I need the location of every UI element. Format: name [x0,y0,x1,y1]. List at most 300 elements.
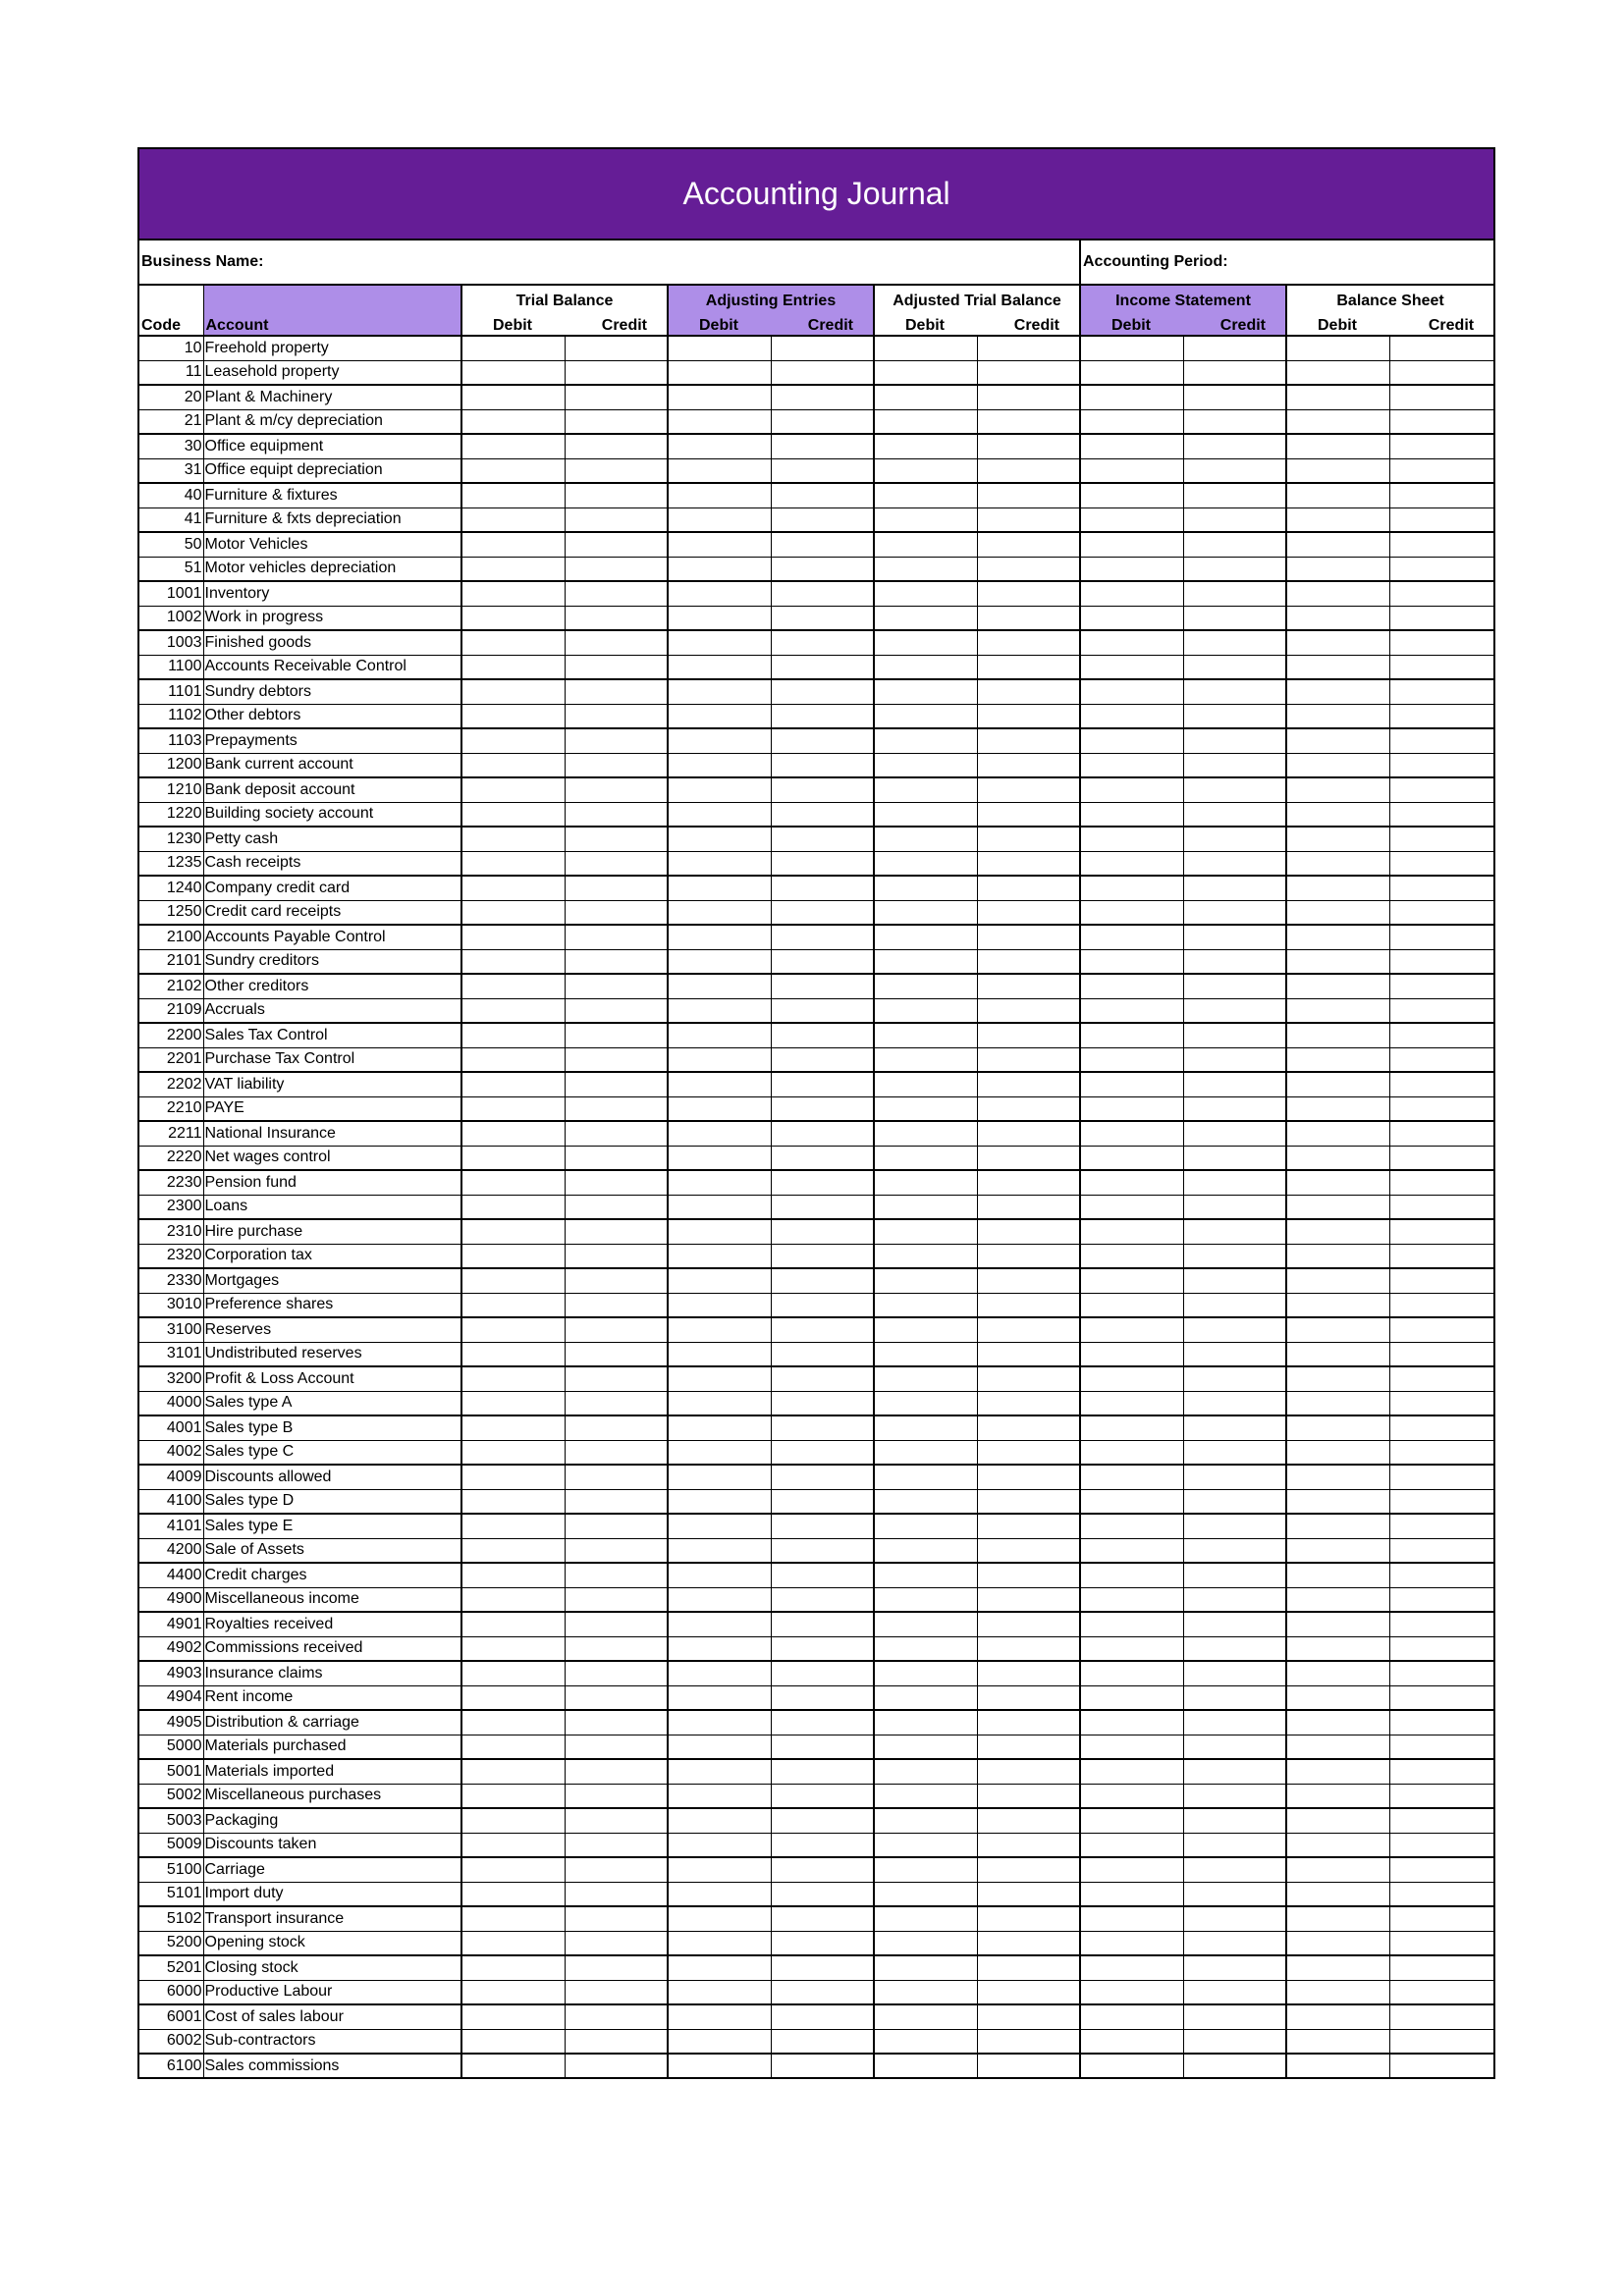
credit-cell[interactable] [771,1317,874,1342]
debit-cell[interactable] [668,802,771,827]
debit-cell[interactable] [1286,1170,1389,1195]
debit-cell[interactable] [1080,1440,1183,1465]
debit-cell[interactable] [668,1710,771,1735]
debit-cell[interactable] [1286,1906,1389,1931]
credit-cell[interactable] [977,532,1080,557]
debit-cell[interactable] [461,1612,565,1636]
credit-cell[interactable] [565,1955,668,1980]
debit-cell[interactable] [668,1415,771,1440]
debit-cell[interactable] [1080,900,1183,925]
debit-cell[interactable] [1080,532,1183,557]
debit-cell[interactable] [1080,360,1183,385]
credit-cell[interactable] [1389,1415,1494,1440]
debit-cell[interactable] [461,2004,565,2029]
debit-cell[interactable] [1080,1121,1183,1146]
debit-cell[interactable] [1286,1538,1389,1563]
debit-cell[interactable] [874,2029,977,2054]
credit-cell[interactable] [977,336,1080,360]
debit-cell[interactable] [874,1906,977,1931]
credit-cell[interactable] [1183,1931,1286,1955]
debit-cell[interactable] [1080,1072,1183,1096]
credit-cell[interactable] [1389,630,1494,655]
credit-cell[interactable] [565,1612,668,1636]
credit-cell[interactable] [771,1980,874,2004]
credit-cell[interactable] [1389,1685,1494,1710]
credit-cell[interactable] [977,1023,1080,1047]
credit-cell[interactable] [977,900,1080,925]
credit-cell[interactable] [977,1833,1080,1857]
debit-cell[interactable] [668,385,771,409]
credit-cell[interactable] [565,1808,668,1833]
debit-cell[interactable] [668,1587,771,1612]
debit-cell[interactable] [1286,1121,1389,1146]
credit-cell[interactable] [771,507,874,532]
credit-cell[interactable] [1183,1342,1286,1366]
credit-cell[interactable] [977,1391,1080,1415]
credit-cell[interactable] [1183,1047,1286,1072]
debit-cell[interactable] [668,1759,771,1784]
debit-cell[interactable] [461,1735,565,1759]
debit-cell[interactable] [668,458,771,483]
debit-cell[interactable] [1286,1072,1389,1096]
debit-cell[interactable] [461,1784,565,1808]
debit-cell[interactable] [461,827,565,851]
debit-cell[interactable] [1080,1538,1183,1563]
debit-cell[interactable] [461,1685,565,1710]
credit-cell[interactable] [977,1857,1080,1882]
credit-cell[interactable] [1389,1146,1494,1170]
debit-cell[interactable] [668,581,771,606]
credit-cell[interactable] [565,2004,668,2029]
debit-cell[interactable] [1080,679,1183,704]
debit-cell[interactable] [1286,483,1389,507]
credit-cell[interactable] [1389,1906,1494,1931]
debit-cell[interactable] [1080,777,1183,802]
debit-cell[interactable] [1080,1685,1183,1710]
debit-cell[interactable] [874,728,977,753]
credit-cell[interactable] [977,679,1080,704]
credit-cell[interactable] [771,336,874,360]
credit-cell[interactable] [771,532,874,557]
credit-cell[interactable] [1183,581,1286,606]
credit-cell[interactable] [1389,1514,1494,1538]
credit-cell[interactable] [977,360,1080,385]
credit-cell[interactable] [1183,532,1286,557]
credit-cell[interactable] [1183,704,1286,728]
debit-cell[interactable] [1080,1833,1183,1857]
credit-cell[interactable] [1183,1685,1286,1710]
debit-cell[interactable] [1286,1710,1389,1735]
debit-cell[interactable] [1286,1440,1389,1465]
debit-cell[interactable] [461,1219,565,1244]
debit-cell[interactable] [668,1170,771,1195]
credit-cell[interactable] [565,1317,668,1342]
credit-cell[interactable] [977,1808,1080,1833]
debit-cell[interactable] [874,1587,977,1612]
credit-cell[interactable] [565,507,668,532]
credit-cell[interactable] [1389,1391,1494,1415]
debit-cell[interactable] [668,1906,771,1931]
debit-cell[interactable] [1080,581,1183,606]
credit-cell[interactable] [565,1293,668,1317]
credit-cell[interactable] [977,925,1080,949]
credit-cell[interactable] [1389,679,1494,704]
credit-cell[interactable] [977,827,1080,851]
credit-cell[interactable] [565,900,668,925]
credit-cell[interactable] [771,1833,874,1857]
credit-cell[interactable] [1389,1538,1494,1563]
debit-cell[interactable] [874,1710,977,1735]
credit-cell[interactable] [1183,1096,1286,1121]
credit-cell[interactable] [565,1710,668,1735]
credit-cell[interactable] [1389,974,1494,998]
credit-cell[interactable] [1183,483,1286,507]
credit-cell[interactable] [771,1268,874,1293]
debit-cell[interactable] [1286,949,1389,974]
credit-cell[interactable] [1183,1415,1286,1440]
credit-cell[interactable] [1389,606,1494,630]
debit-cell[interactable] [668,1489,771,1514]
credit-cell[interactable] [1183,777,1286,802]
debit-cell[interactable] [874,1538,977,1563]
debit-cell[interactable] [668,1219,771,1244]
credit-cell[interactable] [977,1268,1080,1293]
debit-cell[interactable] [668,1195,771,1219]
debit-cell[interactable] [874,1317,977,1342]
debit-cell[interactable] [874,1072,977,1096]
credit-cell[interactable] [977,1563,1080,1587]
debit-cell[interactable] [1286,1563,1389,1587]
credit-cell[interactable] [565,1784,668,1808]
credit-cell[interactable] [565,1047,668,1072]
credit-cell[interactable] [1183,507,1286,532]
credit-cell[interactable] [771,1366,874,1391]
credit-cell[interactable] [977,507,1080,532]
credit-cell[interactable] [977,606,1080,630]
debit-cell[interactable] [1286,507,1389,532]
debit-cell[interactable] [461,483,565,507]
debit-cell[interactable] [668,1096,771,1121]
debit-cell[interactable] [874,827,977,851]
debit-cell[interactable] [668,1833,771,1857]
credit-cell[interactable] [1389,1293,1494,1317]
debit-cell[interactable] [668,1146,771,1170]
credit-cell[interactable] [565,385,668,409]
credit-cell[interactable] [1183,728,1286,753]
credit-cell[interactable] [565,655,668,679]
debit-cell[interactable] [668,1366,771,1391]
credit-cell[interactable] [1389,532,1494,557]
credit-cell[interactable] [565,876,668,900]
debit-cell[interactable] [1080,557,1183,581]
credit-cell[interactable] [771,409,874,434]
debit-cell[interactable] [668,507,771,532]
credit-cell[interactable] [771,458,874,483]
credit-cell[interactable] [1389,1244,1494,1268]
credit-cell[interactable] [1389,1489,1494,1514]
debit-cell[interactable] [874,1047,977,1072]
debit-cell[interactable] [461,1195,565,1219]
debit-cell[interactable] [668,360,771,385]
debit-cell[interactable] [461,1415,565,1440]
debit-cell[interactable] [874,1195,977,1219]
debit-cell[interactable] [668,1882,771,1906]
credit-cell[interactable] [977,1514,1080,1538]
debit-cell[interactable] [461,1342,565,1366]
credit-cell[interactable] [565,753,668,777]
credit-cell[interactable] [1183,679,1286,704]
credit-cell[interactable] [771,1514,874,1538]
debit-cell[interactable] [1286,802,1389,827]
credit-cell[interactable] [977,1759,1080,1784]
debit-cell[interactable] [1080,1465,1183,1489]
credit-cell[interactable] [1183,1489,1286,1514]
debit-cell[interactable] [461,704,565,728]
credit-cell[interactable] [1183,630,1286,655]
credit-cell[interactable] [1389,385,1494,409]
debit-cell[interactable] [874,1415,977,1440]
credit-cell[interactable] [771,2029,874,2054]
credit-cell[interactable] [977,1710,1080,1735]
credit-cell[interactable] [565,1465,668,1489]
credit-cell[interactable] [771,728,874,753]
credit-cell[interactable] [771,900,874,925]
debit-cell[interactable] [1080,1980,1183,2004]
credit-cell[interactable] [1183,1980,1286,2004]
credit-cell[interactable] [977,1955,1080,1980]
credit-cell[interactable] [565,949,668,974]
debit-cell[interactable] [1286,827,1389,851]
debit-cell[interactable] [1080,1612,1183,1636]
debit-cell[interactable] [668,1857,771,1882]
credit-cell[interactable] [771,1342,874,1366]
debit-cell[interactable] [1080,1882,1183,1906]
debit-cell[interactable] [668,728,771,753]
credit-cell[interactable] [565,458,668,483]
debit-cell[interactable] [1080,483,1183,507]
credit-cell[interactable] [1183,1195,1286,1219]
debit-cell[interactable] [1286,728,1389,753]
credit-cell[interactable] [1389,1612,1494,1636]
credit-cell[interactable] [1183,900,1286,925]
credit-cell[interactable] [1183,1710,1286,1735]
debit-cell[interactable] [874,409,977,434]
credit-cell[interactable] [771,827,874,851]
credit-cell[interactable] [1389,1980,1494,2004]
credit-cell[interactable] [771,1219,874,1244]
debit-cell[interactable] [874,1980,977,2004]
credit-cell[interactable] [977,1195,1080,1219]
debit-cell[interactable] [1286,753,1389,777]
credit-cell[interactable] [565,360,668,385]
debit-cell[interactable] [1080,851,1183,876]
credit-cell[interactable] [1183,1465,1286,1489]
debit-cell[interactable] [668,1121,771,1146]
debit-cell[interactable] [1286,1244,1389,1268]
credit-cell[interactable] [977,1612,1080,1636]
debit-cell[interactable] [1080,1170,1183,1195]
debit-cell[interactable] [461,1096,565,1121]
credit-cell[interactable] [977,2004,1080,2029]
debit-cell[interactable] [874,1636,977,1661]
debit-cell[interactable] [874,1685,977,1710]
debit-cell[interactable] [1080,925,1183,949]
credit-cell[interactable] [1183,1857,1286,1882]
credit-cell[interactable] [565,1023,668,1047]
credit-cell[interactable] [1183,802,1286,827]
debit-cell[interactable] [668,1268,771,1293]
debit-cell[interactable] [1286,1489,1389,1514]
debit-cell[interactable] [461,1661,565,1685]
debit-cell[interactable] [1080,507,1183,532]
credit-cell[interactable] [1389,704,1494,728]
debit-cell[interactable] [1080,1317,1183,1342]
credit-cell[interactable] [977,409,1080,434]
debit-cell[interactable] [668,851,771,876]
debit-cell[interactable] [1286,1808,1389,1833]
debit-cell[interactable] [461,1391,565,1415]
credit-cell[interactable] [977,1882,1080,1906]
debit-cell[interactable] [461,1047,565,1072]
credit-cell[interactable] [771,630,874,655]
credit-cell[interactable] [565,679,668,704]
debit-cell[interactable] [461,458,565,483]
credit-cell[interactable] [1183,1023,1286,1047]
credit-cell[interactable] [1183,336,1286,360]
credit-cell[interactable] [565,728,668,753]
credit-cell[interactable] [771,1784,874,1808]
debit-cell[interactable] [668,1391,771,1415]
debit-cell[interactable] [874,1661,977,1685]
credit-cell[interactable] [1183,1317,1286,1342]
debit-cell[interactable] [461,1563,565,1587]
credit-cell[interactable] [1183,1882,1286,1906]
credit-cell[interactable] [1183,1366,1286,1391]
debit-cell[interactable] [668,1735,771,1759]
credit-cell[interactable] [1389,2029,1494,2054]
credit-cell[interactable] [771,1955,874,1980]
credit-cell[interactable] [1183,1759,1286,1784]
debit-cell[interactable] [1080,728,1183,753]
debit-cell[interactable] [874,900,977,925]
credit-cell[interactable] [977,483,1080,507]
credit-cell[interactable] [977,704,1080,728]
debit-cell[interactable] [1286,336,1389,360]
credit-cell[interactable] [771,1906,874,1931]
credit-cell[interactable] [1183,1072,1286,1096]
credit-cell[interactable] [565,1096,668,1121]
credit-cell[interactable] [771,1661,874,1685]
debit-cell[interactable] [1080,949,1183,974]
credit-cell[interactable] [565,1685,668,1710]
debit-cell[interactable] [1080,2054,1183,2078]
debit-cell[interactable] [1286,1955,1389,1980]
credit-cell[interactable] [977,802,1080,827]
debit-cell[interactable] [461,802,565,827]
debit-cell[interactable] [874,1833,977,1857]
debit-cell[interactable] [1286,2004,1389,2029]
debit-cell[interactable] [1080,1195,1183,1219]
credit-cell[interactable] [565,1759,668,1784]
credit-cell[interactable] [771,1636,874,1661]
debit-cell[interactable] [461,1121,565,1146]
credit-cell[interactable] [977,434,1080,458]
credit-cell[interactable] [565,974,668,998]
credit-cell[interactable] [565,1489,668,1514]
credit-cell[interactable] [1183,876,1286,900]
debit-cell[interactable] [1286,1857,1389,1882]
debit-cell[interactable] [874,507,977,532]
debit-cell[interactable] [461,949,565,974]
credit-cell[interactable] [771,1047,874,1072]
credit-cell[interactable] [771,679,874,704]
credit-cell[interactable] [1183,1563,1286,1587]
credit-cell[interactable] [977,1784,1080,1808]
debit-cell[interactable] [874,1366,977,1391]
credit-cell[interactable] [1389,1759,1494,1784]
credit-cell[interactable] [1389,409,1494,434]
credit-cell[interactable] [1183,557,1286,581]
credit-cell[interactable] [565,777,668,802]
debit-cell[interactable] [874,876,977,900]
credit-cell[interactable] [771,1072,874,1096]
credit-cell[interactable] [1389,1268,1494,1293]
debit-cell[interactable] [461,1857,565,1882]
credit-cell[interactable] [771,1612,874,1636]
credit-cell[interactable] [1389,1170,1494,1195]
credit-cell[interactable] [1389,1931,1494,1955]
debit-cell[interactable] [874,458,977,483]
debit-cell[interactable] [461,336,565,360]
debit-cell[interactable] [1286,998,1389,1023]
credit-cell[interactable] [1389,655,1494,679]
credit-cell[interactable] [771,704,874,728]
credit-cell[interactable] [1389,1563,1494,1587]
credit-cell[interactable] [977,385,1080,409]
debit-cell[interactable] [874,1219,977,1244]
debit-cell[interactable] [1286,1612,1389,1636]
credit-cell[interactable] [565,1391,668,1415]
credit-cell[interactable] [1389,458,1494,483]
credit-cell[interactable] [1183,1440,1286,1465]
credit-cell[interactable] [1389,1710,1494,1735]
debit-cell[interactable] [668,1342,771,1366]
credit-cell[interactable] [977,1244,1080,1268]
debit-cell[interactable] [1286,1636,1389,1661]
credit-cell[interactable] [771,1882,874,1906]
credit-cell[interactable] [1183,409,1286,434]
credit-cell[interactable] [977,1538,1080,1563]
debit-cell[interactable] [874,925,977,949]
credit-cell[interactable] [1183,1808,1286,1833]
credit-cell[interactable] [1389,1219,1494,1244]
credit-cell[interactable] [977,777,1080,802]
credit-cell[interactable] [1183,998,1286,1023]
credit-cell[interactable] [565,630,668,655]
debit-cell[interactable] [874,1955,977,1980]
debit-cell[interactable] [1080,1710,1183,1735]
debit-cell[interactable] [461,998,565,1023]
credit-cell[interactable] [977,1096,1080,1121]
credit-cell[interactable] [771,1465,874,1489]
debit-cell[interactable] [461,557,565,581]
credit-cell[interactable] [565,802,668,827]
debit-cell[interactable] [668,1980,771,2004]
debit-cell[interactable] [461,851,565,876]
debit-cell[interactable] [1080,1808,1183,1833]
debit-cell[interactable] [1286,1882,1389,1906]
credit-cell[interactable] [1389,1784,1494,1808]
